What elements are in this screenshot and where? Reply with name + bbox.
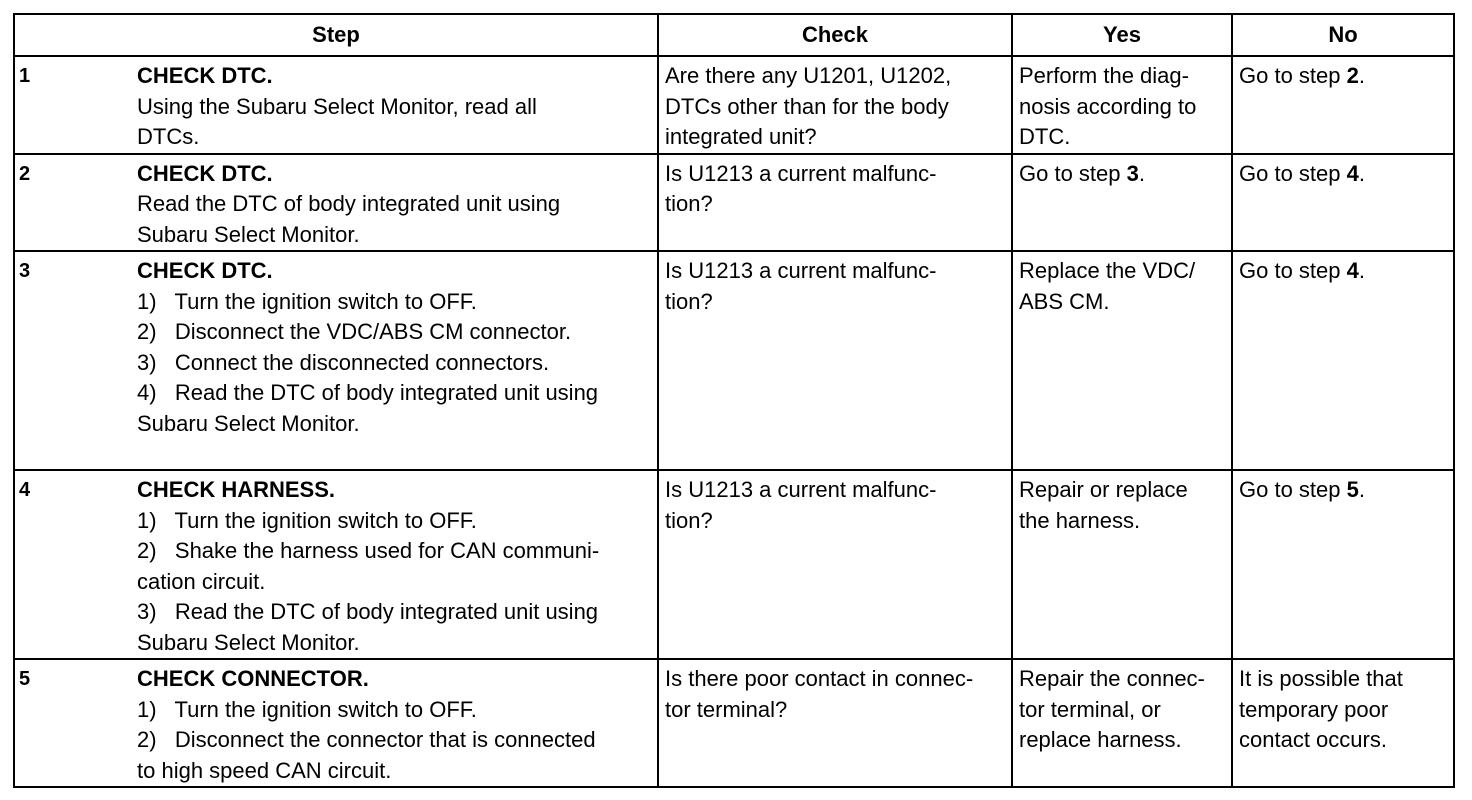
step-title: CHECK DTC.: [137, 63, 273, 88]
check-cell: [658, 470, 1012, 659]
header-no: No: [1232, 14, 1454, 56]
no-text: Go to step: [1239, 63, 1347, 88]
step-text: 2) Shake the harness used for CAN communi-: [137, 538, 600, 563]
step-text: 2) Disconnect the VDC/ABS CM connector.: [137, 319, 572, 344]
step-text: 3) Read the DTC of body integrated unit using: [137, 599, 599, 624]
yes-text: Replace the VDC/: [1019, 258, 1196, 283]
table-row: [14, 470, 1454, 659]
no-step-link: 4: [1346, 258, 1359, 283]
check-text: tion?: [665, 507, 713, 533]
yes-cell: [1012, 659, 1232, 787]
step-text: Subaru Select Monitor.: [137, 221, 360, 247]
step-number: 5: [19, 668, 31, 690]
step-text: Subaru Select Monitor.: [137, 410, 360, 436]
step-text: Subaru Select Monitor.: [137, 629, 360, 655]
no-step-link: 2: [1346, 63, 1359, 88]
no-suffix: .: [1358, 63, 1365, 88]
check-text: tion?: [665, 288, 713, 314]
check-text: DTCs other than for the body: [665, 93, 949, 119]
step-number: 3: [19, 260, 31, 282]
header-step: Step: [14, 14, 658, 56]
no-cell: [1232, 659, 1454, 787]
yes-text: Go to step: [1019, 160, 1127, 186]
step-cell: [14, 56, 658, 154]
check-cell: [658, 56, 1012, 154]
no-cell: [1232, 251, 1454, 470]
no-suffix: .: [1358, 477, 1365, 502]
yes-step-link: 3: [1126, 160, 1139, 186]
yes-cell: [1012, 470, 1232, 659]
no-text: Go to step: [1239, 258, 1347, 283]
table-row: [14, 659, 1454, 787]
no-text: contact occurs.: [1239, 727, 1387, 752]
step-text: Read the DTC of body integrated unit using: [137, 191, 561, 216]
step-number: 1: [19, 65, 31, 87]
yes-text: replace harness.: [1019, 727, 1182, 752]
step-title: CHECK DTC.: [137, 258, 273, 283]
step-text: 1) Turn the ignition switch to OFF.: [137, 288, 477, 314]
no-text: It is possible that: [1239, 666, 1403, 691]
yes-text: the harness.: [1019, 507, 1141, 533]
check-text: Is there poor contact in connec-: [665, 666, 974, 691]
header-yes: Yes: [1012, 14, 1232, 56]
step-text: 2) Disconnect the connector that is connected: [137, 727, 596, 752]
step-cell: [14, 659, 658, 787]
no-text: Go to step: [1239, 477, 1347, 502]
step-text: 4) Read the DTC of body integrated unit using: [137, 380, 599, 405]
yes-text: DTC.: [1019, 124, 1071, 149]
step-text: Using the Subaru Select Monitor, read all: [137, 93, 537, 119]
step-cell: [14, 154, 658, 252]
header-check: Check: [658, 14, 1012, 56]
no-step-link: 5: [1346, 477, 1359, 502]
yes-suffix: .: [1138, 160, 1145, 186]
no-cell: [1232, 56, 1454, 154]
no-cell: [1232, 470, 1454, 659]
step-cell: [14, 470, 658, 659]
check-text: integrated unit?: [665, 124, 817, 149]
table-row: [14, 154, 1454, 252]
no-suffix: .: [1358, 258, 1365, 283]
check-text: Is U1213 a current malfunc-: [665, 160, 937, 186]
no-suffix: .: [1358, 160, 1365, 186]
step-text: 3) Connect the disconnected connectors.: [137, 349, 550, 375]
step-text: 1) Turn the ignition switch to OFF.: [137, 696, 477, 722]
step-cell: [14, 251, 658, 470]
diagnosis-table: [13, 13, 1455, 788]
check-cell: [658, 659, 1012, 787]
check-text: tor terminal?: [665, 696, 788, 722]
step-text: cation circuit.: [137, 568, 266, 594]
yes-text: Perform the diag-: [1019, 63, 1189, 88]
check-cell: [658, 251, 1012, 470]
step-number: 4: [19, 479, 31, 501]
step-title: CHECK DTC.: [137, 160, 273, 186]
no-text: temporary poor: [1239, 696, 1389, 722]
check-text: tion?: [665, 191, 713, 216]
yes-cell: [1012, 154, 1232, 252]
no-step-link: 4: [1346, 160, 1359, 186]
step-text: 1) Turn the ignition switch to OFF.: [137, 507, 477, 533]
table-row: [14, 56, 1454, 154]
header-row: [14, 14, 1454, 56]
table-row: [14, 251, 1454, 470]
step-title: CHECK HARNESS.: [137, 477, 336, 502]
yes-cell: [1012, 251, 1232, 470]
check-text: Is U1213 a current malfunc-: [665, 258, 937, 283]
yes-text: Repair the connec-: [1019, 666, 1205, 691]
yes-text: Repair or replace: [1019, 477, 1188, 502]
yes-text: tor terminal, or: [1019, 696, 1161, 722]
yes-cell: [1012, 56, 1232, 154]
step-text: to high speed CAN circuit.: [137, 757, 392, 783]
check-text: Is U1213 a current malfunc-: [665, 477, 937, 502]
yes-text: nosis according to: [1019, 93, 1197, 119]
check-text: Are there any U1201, U1202,: [665, 63, 952, 88]
check-cell: [658, 154, 1012, 252]
no-text: Go to step: [1239, 160, 1347, 186]
yes-text: ABS CM.: [1019, 288, 1110, 314]
no-cell: [1232, 154, 1454, 252]
step-text: DTCs.: [137, 124, 200, 149]
step-title: CHECK CONNECTOR.: [137, 666, 369, 691]
step-number: 2: [19, 162, 31, 185]
